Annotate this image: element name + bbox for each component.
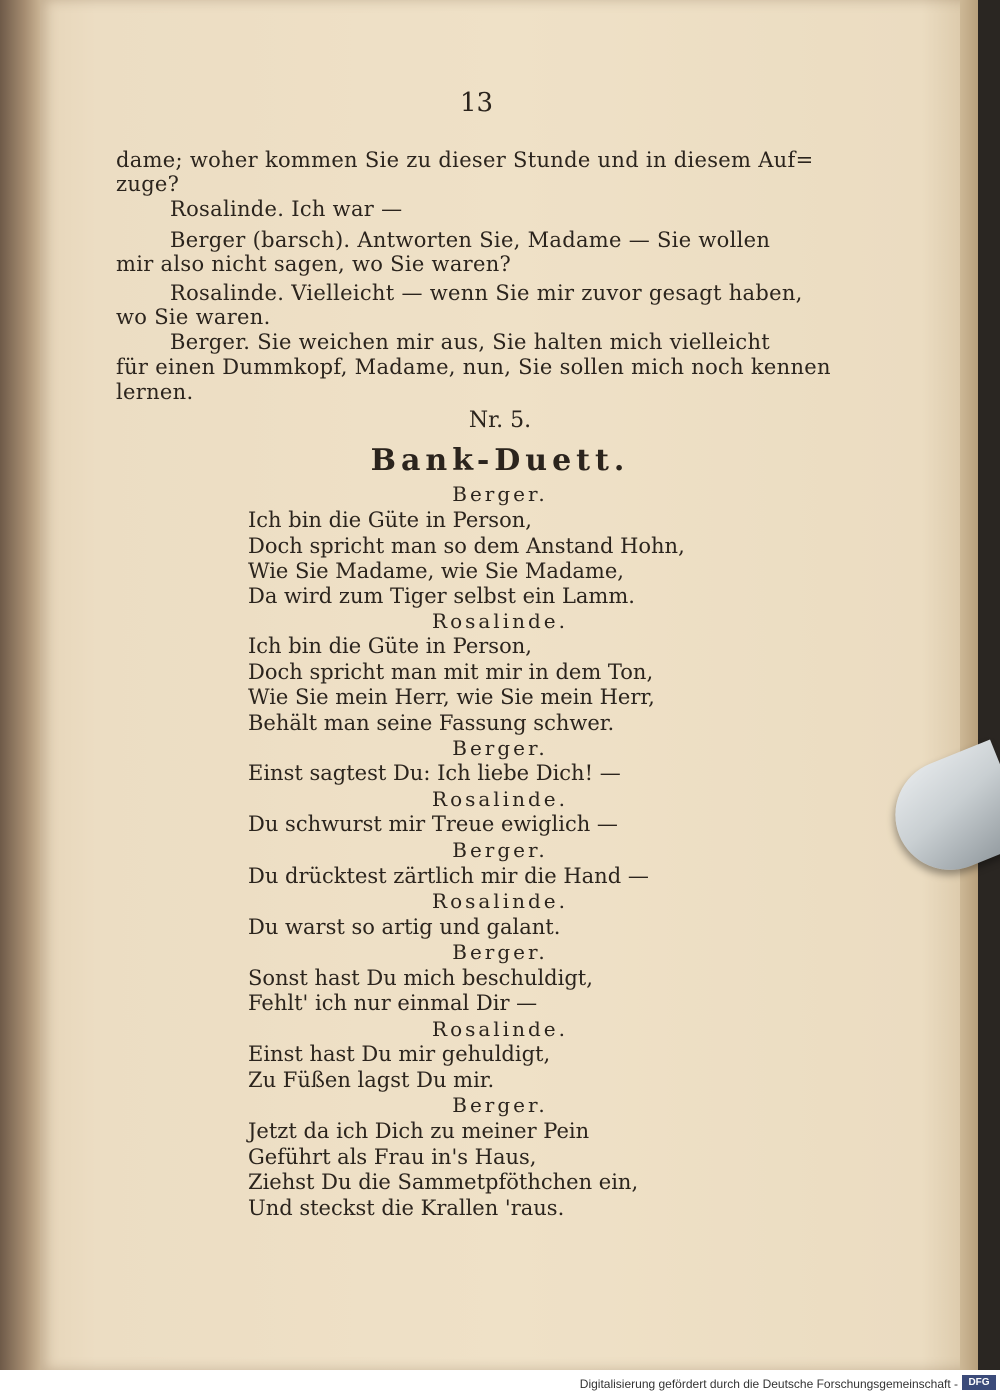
footer-bar (0, 1370, 1000, 1396)
verse-line: Da wird zum Tiger selbst ein Lamm. (248, 584, 635, 608)
verse-line: Behält man seine Fassung schwer. (248, 711, 615, 735)
verse-line: Und steckst die Krallen 'raus. (248, 1196, 565, 1220)
dfg-logo: DFG (962, 1375, 996, 1390)
prose-line: dame; woher kommen Sie zu dieser Stunde und in diesem Auf= (116, 148, 814, 172)
verse-line: Sonst hast Du mich beschuldigt, (248, 966, 593, 990)
speaker-name: Berger. (452, 1093, 548, 1117)
verse-line: Wie Sie Madame, wie Sie Madame, (248, 559, 624, 583)
verse-line: Ich bin die Güte in Person, (248, 634, 532, 658)
speaker-name: Rosalinde. (432, 1017, 568, 1041)
prose-line: Rosalinde. Ich war — (170, 197, 403, 221)
prose-line: Berger (barsch). Antworten Sie, Madame — Sie wollen (170, 228, 771, 252)
prose-line: Berger. Sie weichen mir aus, Sie halten mich vielleicht (170, 330, 771, 354)
number-label: Nr. 5. (468, 408, 532, 433)
page-number: 13 (460, 88, 494, 118)
speaker-name: Rosalinde. (432, 609, 568, 633)
verse-line: Doch spricht man so dem Anstand Hohn, (248, 534, 685, 558)
verse-line: Einst hast Du mir gehuldigt, (248, 1042, 551, 1066)
funding-notice: Digitalisierung gefördert durch die Deutsche Forschungsgemeinschaft - (579, 1377, 958, 1391)
prose-line: zuge? (116, 172, 180, 196)
speaker-name: Berger. (452, 940, 548, 964)
verse-line: Einst sagtest Du: Ich liebe Dich! — (248, 761, 621, 785)
verse-line: Wie Sie mein Herr, wie Sie mein Herr, (248, 685, 655, 709)
verse-line: Jetzt da ich Dich zu meiner Pein (248, 1119, 590, 1143)
verse-line: Geführt als Frau in's Haus, (248, 1145, 537, 1169)
prose-line: wo Sie waren. (116, 305, 271, 329)
verse-line: Doch spricht man mit mir in dem Ton, (248, 660, 654, 684)
verse-line: Du drücktest zärtlich mir die Hand — (248, 864, 649, 888)
binding-shadow (0, 0, 40, 1370)
verse-line: Ich bin die Güte in Person, (248, 508, 532, 532)
verse-line: Ziehst Du die Sammetpföthchen ein, (248, 1170, 639, 1194)
verse-line: Fehlt' ich nur einmal Dir — (248, 991, 538, 1015)
speaker-name: Berger. (452, 838, 548, 862)
prose-line: lernen. (116, 380, 194, 404)
prose-line: mir also nicht sagen, wo Sie waren? (116, 252, 512, 276)
page-edge (960, 0, 978, 1370)
speaker-name: Berger. (452, 482, 548, 506)
verse-line: Du warst so artig und galant. (248, 915, 561, 939)
prose-line: für einen Dummkopf, Madame, nun, Sie sollen mich noch kennen (116, 355, 831, 379)
verse-line: Du schwurst mir Treue ewiglich — (248, 812, 618, 836)
duet-title: Bank-Duett. (370, 443, 630, 478)
speaker-name: Rosalinde. (432, 889, 568, 913)
prose-line: Rosalinde. Vielleicht — wenn Sie mir zuvor gesagt haben, (170, 281, 803, 305)
speaker-name: Berger. (452, 736, 548, 760)
speaker-name: Rosalinde. (432, 787, 568, 811)
verse-line: Zu Füßen lagst Du mir. (248, 1068, 495, 1092)
